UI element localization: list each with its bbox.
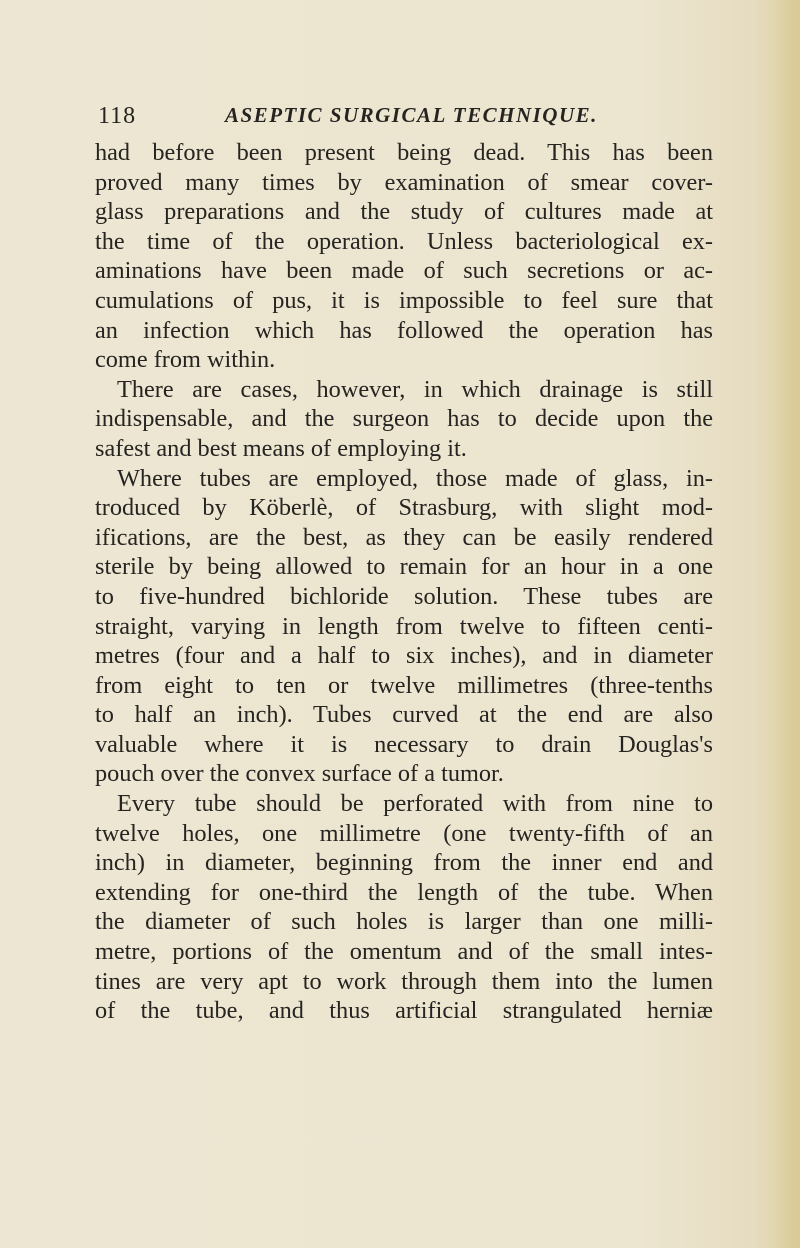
text-line: indispensable, and the surgeon has to decide upon the bbox=[95, 405, 713, 433]
text-line: glass preparations and the study of cultures made at bbox=[95, 198, 713, 226]
text-line: straight, varying in length from twelve to fifteen centi- bbox=[95, 612, 713, 640]
text-line: pouch over the convex surface of a tumor. bbox=[95, 760, 504, 788]
running-title: ASEPTIC SURGICAL TECHNIQUE. bbox=[225, 103, 598, 127]
text-line: to five-hundred bichloride solution. These tubes are bbox=[95, 582, 713, 610]
page-edge-shading bbox=[774, 0, 800, 1248]
text-line: Every tube should be perforated with from nine to bbox=[117, 790, 713, 818]
text-line: inch) in diameter, beginning from the inner end and bbox=[95, 849, 713, 877]
text-line: Where tubes are employed, those made of glass, in- bbox=[117, 464, 713, 492]
text-line: troduced by Köberlè, of Strasburg, with slight mod- bbox=[95, 494, 713, 522]
text-line: metre, portions of the omentum and of the small intes- bbox=[95, 938, 713, 966]
text-line: to half an inch). Tubes curved at the end are also bbox=[95, 701, 713, 729]
text-line: had before been present being dead. This has been bbox=[95, 139, 713, 166]
text-line: cumulations of pus, it is impossible to feel sure that bbox=[95, 286, 713, 314]
text-line: extending for one-third the length of the tube. When bbox=[95, 878, 713, 906]
text-line: tines are very apt to work through them into the lumen bbox=[95, 967, 713, 995]
text-line: valuable where it is necessary to drain Douglas's bbox=[95, 730, 713, 758]
body-text bbox=[95, 138, 713, 1026]
page-number: 118 bbox=[98, 103, 137, 129]
text-line: come from within. bbox=[95, 346, 276, 374]
text-line: sterile by being allowed to remain for an hour in a one bbox=[95, 553, 713, 581]
text-line: metres (four and a half to six inches), and in diameter bbox=[95, 642, 713, 670]
text-line: the diameter of such holes is larger than one milli- bbox=[95, 908, 713, 936]
text-line: proved many times by examination of smear cover- bbox=[95, 168, 713, 196]
text-line: an infection which has followed the operation has bbox=[95, 316, 713, 344]
text-line: of the tube, and thus artificial strangulated herniæ bbox=[95, 997, 713, 1025]
text-line: the time of the operation. Unless bacteriological ex- bbox=[95, 227, 713, 255]
text-line: from eight to ten or twelve millimetres (three-tenths bbox=[95, 671, 713, 699]
text-line: aminations have been made of such secretions or ac- bbox=[95, 257, 713, 285]
running-header bbox=[98, 103, 718, 137]
text-line: ifications, are the best, as they can be easily rendered bbox=[95, 523, 713, 551]
text-line: There are cases, however, in which drainage is still bbox=[117, 375, 713, 403]
text-line: twelve holes, one millimetre (one twenty-fifth of an bbox=[95, 819, 713, 847]
text-line: safest and best means of employing it. bbox=[95, 434, 467, 462]
